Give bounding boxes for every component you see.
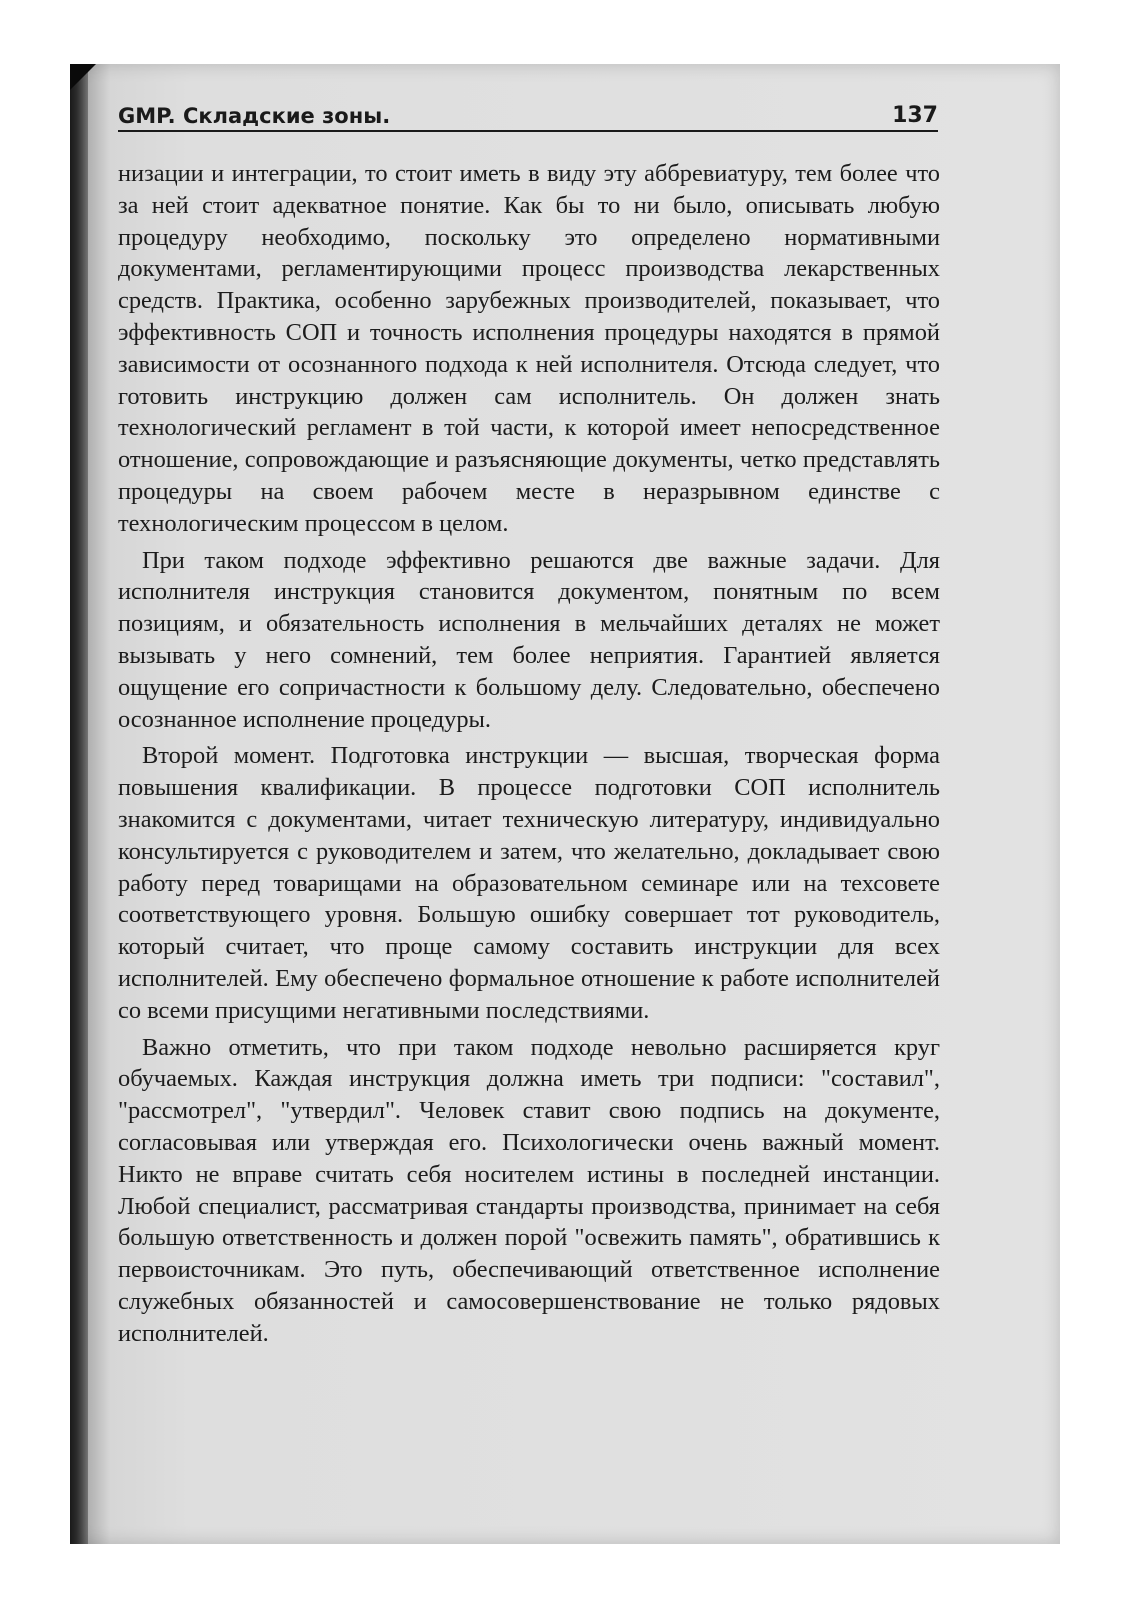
paragraph: При таком подходе эффективно решаются две важные задачи. Для исполнителя инструкция становится документом, понятным по всем позициям, и обязательность исполнения в мельчайших деталях не может вызывать у него сомнений, тем более неприятия. Гарантией является ощущение его сопричастности к большому делу. Следовательно, обеспечено осознанное исполнение процедуры. <box>118 546 940 733</box>
page-body-text <box>118 158 940 1354</box>
paragraph-continued: низации и интеграции, то стоит иметь в виду эту аббревиатуру, тем более что за ней стоит адекватное понятие. Как бы то ни было, описывать любую процедуру необходимо, поскольку это определено нормативными документами, регламентирующими процесс производства лекарственных средств. Практика, особенно зарубежных производителей, показывает, что эффективность СОП и точность исполнения процедуры находятся в прямой зависимости от осознанного подхода к ней исполнителя. Отсюда следует, что готовить инструкцию должен сам исполнитель. Он должен знать технологический регламент в той части, к которой имеет непосредственное отношение, сопровождающие и разъясняющие документы, четко представлять процедуры на своем рабочем месте в неразрывном единстве с технологическим процессом в целом. <box>118 160 940 537</box>
page-spine-shadow <box>70 64 88 1544</box>
paragraph: Второй момент. Подготовка инструкции — высшая, творческая форма повышения квалификации. В процессе подготовки СОП исполнитель знакомится с документами, читает техническую литературу, индивидуально консультируется с руководителем и затем, что желательно, докладывает свою работу перед товарищами на образовательном семинаре или на техсовете соответствующего уровня. Большую ошибку совершает тот руководитель, который считает, что проще самому составить инструкции для всех исполнителей. Ему обеспечено формальное отношение к работе исполнителей со всеми присущими негативными последствиями. <box>118 742 940 1024</box>
paragraph: Важно отметить, что при таком подходе невольно расширяется круг обучаемых. Каждая инструкция должна иметь три подписи: "составил", "рассмотрел", "утвердил". Человек ставит свою подпись на документе, согласовывая или утверждая его. Психологически очень важный момент. Никто не вправе считать себя носителем истины в последней инстанции. Любой специалист, рассматривая стандарты производства, принимает на себя большую ответственность и должен порой "освежить память", обратившись к первоисточникам. Это путь, обеспечивающий ответственное исполнение служебных обязанностей и самосовершенствование не только рядовых исполнителей. <box>118 1033 940 1347</box>
page-corner-mark <box>70 64 96 90</box>
running-header <box>118 100 938 132</box>
running-header-title: GMP. Складские зоны. <box>118 104 391 128</box>
page-number: 137 <box>892 103 938 128</box>
